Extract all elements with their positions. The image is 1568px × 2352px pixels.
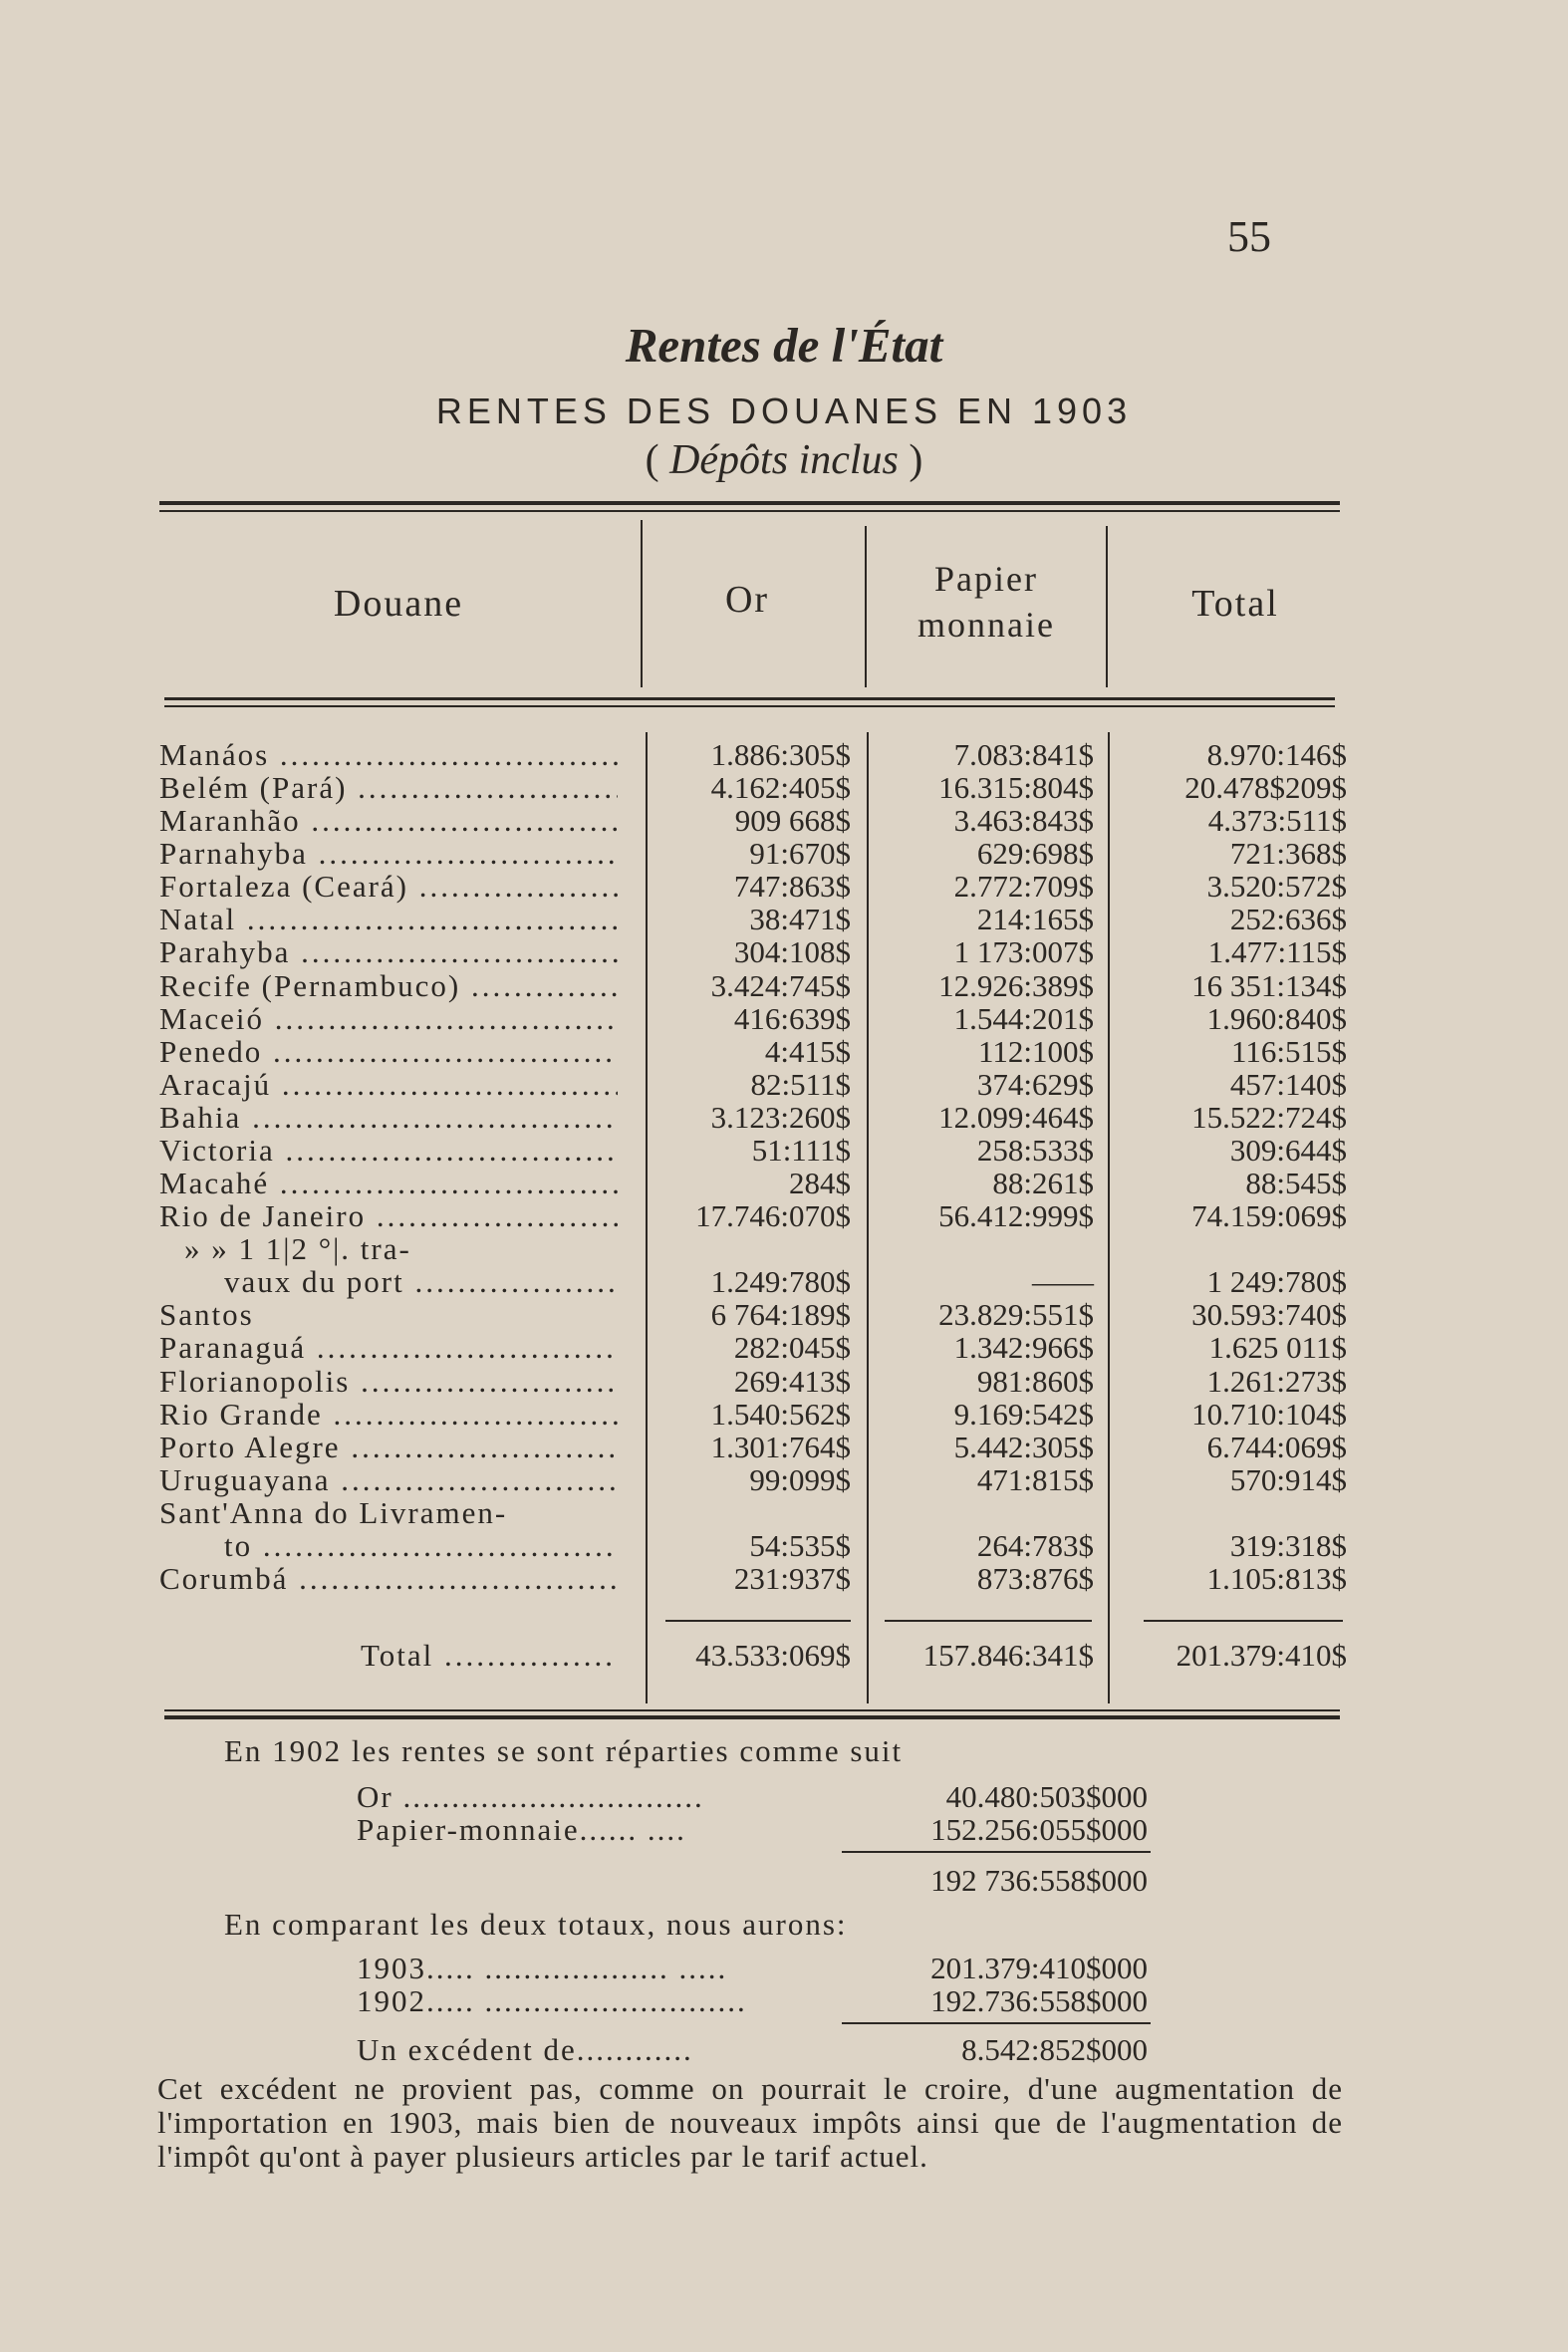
header-vline-1 — [641, 520, 643, 687]
row-total-value: 4.373:511$ — [1207, 803, 1347, 839]
table-top-rule-thick — [159, 501, 1340, 505]
row-papier-monnaie-value: 258:533$ — [976, 1132, 1094, 1168]
page-number: 55 — [1227, 212, 1271, 261]
summary-1903-label: 1903..... ................... ..... — [357, 1951, 728, 1985]
row-papier-monnaie-value: 5.442:305$ — [953, 1429, 1094, 1464]
row-label: Recife (Pernambuco) ..... — [159, 968, 618, 1004]
row-total-value: 570:914$ — [1229, 1461, 1347, 1497]
row-label: Corumbá ..... — [159, 1561, 618, 1597]
table-total-row — [0, 1638, 1568, 1671]
row-label: vaux du port ..... — [224, 1264, 618, 1300]
row-or-value: 231:937$ — [733, 1561, 851, 1596]
row-or-value: 1.249:780$ — [710, 1264, 851, 1300]
header-or: Or — [724, 579, 770, 621]
row-papier-monnaie-value: 112:100$ — [978, 1033, 1094, 1069]
row-label: Maceió ..... — [159, 1001, 618, 1037]
summary-pm-label: Papier-monnaie...... .... — [357, 1812, 686, 1847]
row-total-value: 20.478$209$ — [1184, 770, 1347, 806]
row-label: Victoria ..... — [159, 1133, 618, 1169]
table-bottom-rule-thick — [164, 1715, 1340, 1719]
total-or-underline — [665, 1620, 851, 1622]
table-row — [0, 1462, 1568, 1495]
page-subtitle: RENTES DES DOUANES EN 1903 — [435, 391, 1133, 431]
row-label: Rio Grande ..... — [159, 1397, 618, 1433]
row-total-value: 1.261:273$ — [1206, 1363, 1347, 1399]
row-total-value: 721:368$ — [1229, 836, 1347, 872]
subnote-open: ( — [645, 437, 670, 483]
header-papier-line2: monnaie — [917, 605, 1055, 645]
row-or-value: 304:108$ — [733, 934, 851, 970]
row-or-value: 4.162:405$ — [710, 770, 851, 806]
row-papier-monnaie-value: 12.099:464$ — [938, 1099, 1094, 1135]
row-total-value: 6.744:069$ — [1206, 1429, 1347, 1464]
summary-1902-value: 192.736:558$000 — [930, 1983, 1148, 2018]
row-papier-monnaie-value: 7.083:841$ — [953, 737, 1094, 772]
row-label: Santos — [159, 1297, 254, 1333]
total-total: 201.379:410$ — [1176, 1638, 1347, 1673]
row-label: Paranaguá ..... — [159, 1330, 618, 1366]
subnote-close: ) — [898, 437, 923, 483]
row-label: Parnahyba ..... — [159, 836, 618, 872]
table-row — [0, 1528, 1568, 1561]
summary-compare-intro: En comparant les deux totaux, nous aurons: — [224, 1907, 848, 1942]
row-label: Fortaleza (Ceará) ..... — [159, 869, 618, 905]
row-papier-monnaie-value: 88:261$ — [992, 1166, 1094, 1201]
table-row — [0, 1100, 1568, 1133]
table-top-rule-thin — [159, 510, 1340, 512]
row-papier-monnaie-value: 2.772:709$ — [953, 869, 1094, 905]
table-row — [0, 1034, 1568, 1067]
row-papier-monnaie-value: 12.926:389$ — [938, 967, 1094, 1003]
row-papier-monnaie-value: 56.412:999$ — [938, 1198, 1094, 1234]
row-label: Belém (Pará) ..... — [159, 770, 618, 806]
subtitle-note — [0, 436, 1568, 484]
row-total-value: 457:140$ — [1229, 1066, 1347, 1102]
table-row — [0, 737, 1568, 770]
row-label: Porto Alegre ..... — [159, 1430, 618, 1465]
table-row — [0, 869, 1568, 905]
row-total-value: 1.105:813$ — [1206, 1561, 1347, 1596]
summary-1903-value: 201.379:410$000 — [930, 1951, 1148, 1985]
row-total-value: 116:515$ — [1231, 1033, 1347, 1069]
row-label: Uruguayana ..... — [159, 1462, 618, 1498]
row-or-value: 3.123:260$ — [710, 1099, 851, 1135]
row-total-value: 319:318$ — [1229, 1527, 1347, 1563]
table-row — [0, 1330, 1568, 1366]
summary-sum-rule — [842, 1851, 1151, 1853]
total-pm-underline — [885, 1620, 1092, 1622]
row-label: Natal ..... — [159, 902, 618, 937]
row-or-value: 82:511$ — [750, 1066, 851, 1102]
table-row — [0, 1495, 1568, 1528]
table-row — [0, 770, 1568, 806]
row-total-value: 252:636$ — [1229, 902, 1347, 937]
row-papier-monnaie-value: 374:629$ — [976, 1066, 1094, 1102]
row-label: Penedo ..... — [159, 1034, 618, 1070]
total-or: 43.533:069$ — [695, 1638, 851, 1673]
table-row — [0, 1364, 1568, 1397]
summary-1902-label: 1902..... ........................... — [357, 1983, 747, 2018]
summary-excess-label: Un excédent de............ — [357, 2032, 693, 2067]
row-or-value: 416:639$ — [733, 1000, 851, 1036]
row-total-value: 1.477:115$ — [1207, 934, 1347, 970]
row-label: Aracajú ..... — [159, 1067, 618, 1103]
header-douane: Douane — [333, 583, 464, 625]
row-or-value: 51:111$ — [751, 1132, 851, 1168]
table-row — [0, 902, 1568, 937]
row-total-value: 1.625 011$ — [1208, 1330, 1347, 1366]
row-or-value: 99:099$ — [749, 1461, 851, 1497]
row-label: Florianopolis ..... — [159, 1364, 618, 1400]
header-total: Total — [1191, 583, 1279, 625]
row-total-value: 8.970:146$ — [1206, 737, 1347, 772]
header-vline-3 — [1106, 526, 1108, 687]
row-or-value: 1.886:305$ — [710, 737, 851, 772]
table-row — [0, 803, 1568, 839]
summary-pm-value: 152.256:055$000 — [930, 1812, 1148, 1847]
table-row — [0, 1297, 1568, 1333]
page-title: Rentes de l'État — [625, 318, 943, 373]
row-papier-monnaie-value: 1.342:966$ — [953, 1330, 1094, 1366]
row-label: Bahia ..... — [159, 1100, 618, 1136]
row-or-value: 284$ — [789, 1166, 851, 1201]
row-papier-monnaie-value: 16.315:804$ — [938, 770, 1094, 806]
table-row — [0, 836, 1568, 872]
row-papier-monnaie-value: 9.169:542$ — [953, 1396, 1094, 1432]
table-row — [0, 1264, 1568, 1300]
summary-intro-1902: En 1902 les rentes se sont réparties comme suit — [224, 1733, 904, 1768]
row-papier-monnaie-value: 471:815$ — [976, 1461, 1094, 1497]
table-row — [0, 934, 1568, 970]
row-label: Rio de Janeiro ..... — [159, 1198, 618, 1234]
subnote-word-depots: Dépôts — [669, 437, 789, 483]
row-label: Manáos ..... — [159, 737, 618, 773]
row-label: to ..... — [224, 1528, 618, 1564]
row-or-value: 909 668$ — [734, 803, 851, 839]
table-row — [0, 1430, 1568, 1462]
header-vline-2 — [865, 526, 867, 687]
table-row — [0, 1561, 1568, 1594]
row-total-value: 1 249:780$ — [1206, 1264, 1347, 1300]
summary-or-value: 40.480:503$000 — [945, 1779, 1148, 1814]
row-papier-monnaie-value: —— — [1032, 1264, 1094, 1300]
row-or-value: 747:863$ — [733, 869, 851, 905]
row-or-value: 38:471$ — [749, 902, 851, 937]
summary-diff-rule — [842, 2022, 1151, 2024]
row-total-value: 309:644$ — [1229, 1132, 1347, 1168]
row-papier-monnaie-value: 1.544:201$ — [953, 1000, 1094, 1036]
table-row — [0, 1067, 1568, 1100]
row-total-value: 30.593:740$ — [1191, 1297, 1347, 1333]
table-row — [0, 1231, 1568, 1267]
row-label: Sant'Anna do Livramen- — [159, 1494, 508, 1530]
row-total-value: 88:545$ — [1245, 1166, 1347, 1201]
row-or-value: 3.424:745$ — [710, 967, 851, 1003]
summary-or-label: Or ............................... — [357, 1779, 704, 1814]
total-total-underline — [1144, 1620, 1343, 1622]
row-total-value: 74.159:069$ — [1191, 1198, 1347, 1234]
row-or-value: 17.746:070$ — [695, 1198, 851, 1234]
table-bottom-rule-thin — [164, 1709, 1340, 1711]
row-or-value: 6 764:189$ — [710, 1297, 851, 1333]
summary-sum-1902: 192 736:558$000 — [930, 1863, 1148, 1898]
row-papier-monnaie-value: 23.829:551$ — [938, 1297, 1094, 1333]
row-total-value: 16 351:134$ — [1191, 967, 1347, 1003]
row-or-value: 91:670$ — [749, 836, 851, 872]
table-row — [0, 1001, 1568, 1034]
subnote-word-inclus: inclus — [798, 437, 899, 483]
total-pm: 157.846:341$ — [922, 1638, 1094, 1673]
row-or-value: 1.540:562$ — [710, 1396, 851, 1432]
header-papier-line1: Papier — [934, 559, 1038, 599]
row-total-value: 15.522:724$ — [1191, 1099, 1347, 1135]
summary-excess-value: 8.542:852$000 — [961, 2032, 1148, 2067]
row-total-value: 3.520:572$ — [1206, 869, 1347, 905]
row-papier-monnaie-value: 3.463:843$ — [953, 803, 1094, 839]
row-label: Maranhão ..... — [159, 803, 618, 839]
row-total-value: 10.710:104$ — [1191, 1396, 1347, 1432]
row-or-value: 282:045$ — [733, 1330, 851, 1366]
row-or-value: 4:415$ — [764, 1033, 851, 1069]
total-label: Total ..... — [361, 1638, 618, 1674]
header-bottom-rule-thick — [164, 697, 1335, 700]
row-papier-monnaie-value: 214:165$ — [976, 902, 1094, 937]
row-label: » » 1 1|2 °|. tra- — [184, 1231, 411, 1267]
row-label: Parahyba ..... — [159, 934, 618, 970]
row-papier-monnaie-value: 981:860$ — [976, 1363, 1094, 1399]
row-papier-monnaie-value: 629:698$ — [976, 836, 1094, 872]
table-row — [0, 1198, 1568, 1234]
row-or-value: 269:413$ — [733, 1363, 851, 1399]
table-row — [0, 968, 1568, 1001]
row-papier-monnaie-value: 1 173:007$ — [953, 934, 1094, 970]
row-or-value: 1.301:764$ — [710, 1429, 851, 1464]
row-label: Macahé ..... — [159, 1166, 618, 1201]
table-row — [0, 1166, 1568, 1201]
row-papier-monnaie-value: 873:876$ — [976, 1561, 1094, 1596]
closing-paragraph: Cet excédent ne provient pas, comme on pourrait le croire, d'une augmentation de l'importation en 1903, mais bien de nouveaux impôts ainsi que de l'augmentation de l'impôt qu'ont à payer plusieurs articles par le tarif actuel. — [157, 2071, 1343, 2174]
table-row — [0, 1133, 1568, 1166]
row-total-value: 1.960:840$ — [1206, 1000, 1347, 1036]
table-row — [0, 1397, 1568, 1430]
header-bottom-rule-thin — [164, 705, 1335, 707]
row-or-value: 54:535$ — [749, 1527, 851, 1563]
row-papier-monnaie-value: 264:783$ — [976, 1527, 1094, 1563]
